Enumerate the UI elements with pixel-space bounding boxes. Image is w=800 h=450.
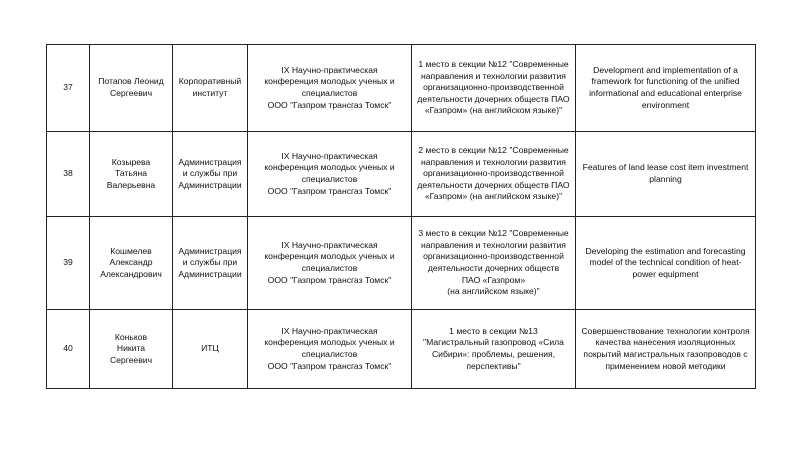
event-name: IX Научно-практическая конференция молодых ученых и специалистов ООО "Газпром трансгаз Томск" (248, 310, 412, 389)
organization: Корпоративный институт (173, 45, 248, 132)
row-number: 40 (47, 310, 90, 389)
report-topic: Features of land lease cost item investment planning (576, 132, 756, 217)
awards-table (46, 44, 756, 389)
award-description: 3 место в секции №12 "Современные направления и технологии развития организационно-производственной деятельности дочерних обществ ПАО «Газпром» (на английском языке)" (412, 217, 576, 310)
organization: Администрация и службы при Администрации (173, 132, 248, 217)
award-description: 1 место в секции №13 "Магистральный газопровод «Сила Сибири»: проблемы, решения, перспективы" (412, 310, 576, 389)
row-number: 39 (47, 217, 90, 310)
report-topic: Developing the estimation and forecasting model of the technical condition of heat- power equipment (576, 217, 756, 310)
participant-name: Коньков Никита Сергеевич (90, 310, 173, 389)
participant-name: Кошмелев Александр Александрович (90, 217, 173, 310)
event-name: IX Научно-практическая конференция молодых ученых и специалистов ООО "Газпром трансгаз Томск" (248, 132, 412, 217)
event-name: IX Научно-практическая конференция молодых ученых и специалистов ООО "Газпром трансгаз Томск" (248, 45, 412, 132)
row-number: 37 (47, 45, 90, 132)
participant-name: Потапов Леонид Сергеевич (90, 45, 173, 132)
award-description: 1 место в секции №12 "Современные направления и технологии развития организационно-производственной деятельности дочерних обществ ПАО «Газпром» (на английском языке)" (412, 45, 576, 132)
table-row (47, 45, 756, 132)
event-name: IX Научно-практическая конференция молодых ученых и специалистов ООО "Газпром трансгаз Томск" (248, 217, 412, 310)
row-number: 38 (47, 132, 90, 217)
organization: ИТЦ (173, 310, 248, 389)
report-topic: Совершенствование технологии контроля качества нанесения изоляционных покрытий магистральных газопроводов с применением новой методики (576, 310, 756, 389)
organization: Администрация и службы при Администрации (173, 217, 248, 310)
report-topic: Development and implementation of a framework for functioning of the unified informational and educational enterprise environment (576, 45, 756, 132)
award-description: 2 место в секции №12 "Современные направления и технологии развития организационно-производственной деятельности дочерних обществ ПАО «Газпром» (на английском языке)" (412, 132, 576, 217)
table-row (47, 310, 756, 389)
table-row (47, 217, 756, 310)
participant-name: Козырева Татьяна Валерьевна (90, 132, 173, 217)
table-row (47, 132, 756, 217)
